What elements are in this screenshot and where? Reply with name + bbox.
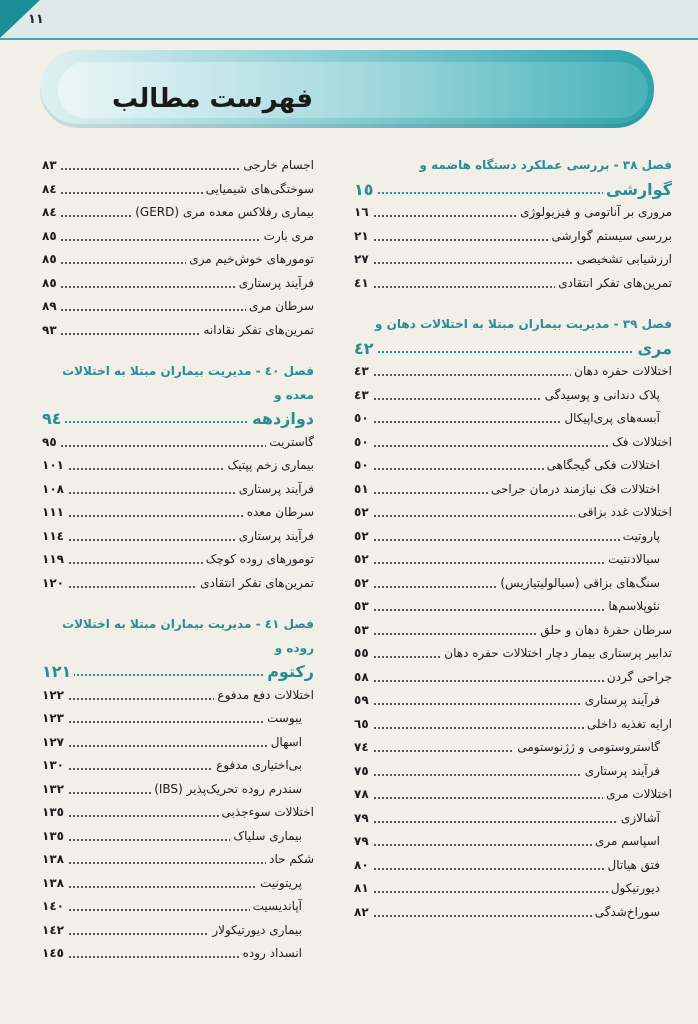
chapter-38-subtitle: گوارشی bbox=[603, 178, 672, 202]
toc-entry-page: ١٤٥ bbox=[42, 942, 67, 966]
toc-entry-page: ٨١ bbox=[354, 877, 372, 901]
chapter-39-title-line2[interactable] bbox=[354, 337, 672, 361]
toc-entry[interactable] bbox=[42, 295, 314, 319]
toc-entry-page: ١٤٢ bbox=[42, 919, 67, 943]
toc-entry-page: ١٢٣ bbox=[42, 707, 67, 731]
chapter-41-title[interactable]: فصل ٤١ - مدیریت بیماران مبتلا به اختلالات روده و bbox=[62, 617, 314, 655]
toc-entry[interactable] bbox=[354, 431, 672, 455]
toc-entry[interactable] bbox=[354, 642, 672, 666]
toc-entry[interactable] bbox=[42, 778, 314, 802]
toc-entry-title: گاستریت bbox=[266, 431, 314, 455]
toc-entry-title: جراحی گردن bbox=[604, 666, 672, 690]
toc-right-column bbox=[354, 148, 672, 924]
toc-entry[interactable] bbox=[354, 830, 672, 854]
toc-entry-title: تمرین‌های تفکر نقادانه bbox=[200, 319, 314, 343]
toc-entry[interactable] bbox=[42, 872, 314, 896]
toc-entry-title: دیورتیکول bbox=[608, 877, 672, 901]
toc-entry-page: ٩٥ bbox=[42, 431, 60, 455]
toc-entry[interactable] bbox=[42, 684, 314, 708]
toc-entry-title: بیماری سلیاک bbox=[230, 825, 314, 849]
toc-entry[interactable] bbox=[42, 201, 314, 225]
toc-entry-title: اسهال bbox=[268, 731, 314, 755]
toc-entry-title: گاستروستومی و ژژنوستومی bbox=[514, 736, 672, 760]
toc-entry-title: فتق هیاتال bbox=[605, 854, 673, 878]
toc-entry[interactable] bbox=[42, 478, 314, 502]
toc-entry[interactable] bbox=[42, 248, 314, 272]
toc-entry[interactable] bbox=[354, 572, 672, 596]
toc-entry-title: سوراخ‌شدگی bbox=[592, 901, 672, 925]
toc-entry-page: ٦٥ bbox=[354, 713, 372, 737]
chapter-41 bbox=[42, 613, 314, 966]
toc-entry[interactable] bbox=[354, 854, 672, 878]
toc-entry[interactable] bbox=[354, 384, 672, 408]
toc-entry-page: ٧٨ bbox=[354, 783, 372, 807]
toc-entry-page: ٥٢ bbox=[354, 548, 372, 572]
toc-entry[interactable] bbox=[354, 501, 672, 525]
toc-entry-title: پریتونیت bbox=[257, 872, 314, 896]
toc-entry-page: ١٠٨ bbox=[42, 478, 67, 502]
chapter-40-subtitle: دوازدهه bbox=[249, 407, 314, 431]
toc-entry-page: ٧٩ bbox=[354, 830, 372, 854]
chapter-39-subtitle: مری bbox=[634, 337, 672, 361]
toc-entry-page: ٧٤ bbox=[354, 736, 372, 760]
toc-entry[interactable] bbox=[354, 783, 672, 807]
toc-entry-page: ١٤٠ bbox=[42, 895, 67, 919]
toc-entry-title: سرطان مری bbox=[246, 295, 314, 319]
toc-entry-title: تومورهای خوش‌خیم مری bbox=[186, 248, 314, 272]
page-number: ١١ bbox=[28, 12, 44, 27]
toc-entry[interactable] bbox=[42, 548, 314, 572]
toc-entry[interactable] bbox=[354, 689, 672, 713]
chapter-40-page: ٩٤ bbox=[42, 407, 65, 431]
toc-entry-title: اختلالات دفع مدفوع bbox=[214, 684, 314, 708]
toc-entry-title: ارزشیابی تشخیصی bbox=[574, 248, 672, 272]
toc-entry[interactable] bbox=[42, 501, 314, 525]
toc-entry-title: انسداد روده bbox=[240, 942, 314, 966]
chapter-41-page: ١٢١ bbox=[42, 660, 74, 684]
toc-entry-title: بیماری رفلاکس معده مری (GERD) bbox=[132, 201, 314, 225]
toc-entry-page: ١٣٥ bbox=[42, 801, 67, 825]
toc-entry-title: سرطان معده bbox=[244, 501, 314, 525]
toc-entry[interactable] bbox=[354, 713, 672, 737]
toc-entry[interactable] bbox=[42, 431, 314, 455]
toc-entry-page: ٨٠ bbox=[354, 854, 372, 878]
toc-entry-title: اختلالات فک نیازمند درمان جراحی bbox=[488, 478, 672, 502]
toc-entry-page: ١٢٧ bbox=[42, 731, 67, 755]
toc-entry-page: ٥٣ bbox=[354, 619, 372, 643]
toc-entry-title: فرآیند پرستاری bbox=[236, 478, 314, 502]
toc-entry-title: فرآیند پرستاری bbox=[236, 272, 314, 296]
toc-entry-title: بیماری زخم پپتیک bbox=[224, 454, 314, 478]
toc-entry-title: پاروتیت bbox=[620, 525, 672, 549]
toc-entry-page: ١٦ bbox=[354, 201, 372, 225]
toc-entry[interactable] bbox=[42, 525, 314, 549]
toc-entry-title: آشالازی bbox=[618, 807, 672, 831]
toc-entry-title: اختلالات حفره دهان bbox=[571, 360, 672, 384]
toc-entry-page: ٥٢ bbox=[354, 525, 372, 549]
toc-entry[interactable] bbox=[354, 454, 672, 478]
toc-entry[interactable] bbox=[354, 901, 672, 925]
toc-entry-title: اجسام خارجی bbox=[240, 154, 314, 178]
toc-entry[interactable] bbox=[354, 407, 672, 431]
toc-entry[interactable] bbox=[42, 754, 314, 778]
toc-entry[interactable] bbox=[354, 360, 672, 384]
toc-entry-page: ١٣٠ bbox=[42, 754, 67, 778]
toc-entry[interactable] bbox=[42, 154, 314, 178]
toc-entry[interactable] bbox=[354, 619, 672, 643]
toc-entry-page: ٩٣ bbox=[42, 319, 60, 343]
chapter-38-title[interactable]: فصل ٣٨ - بررسی عملکرد دستگاه هاضمه و bbox=[419, 158, 672, 172]
toc-entry-page: ١١٤ bbox=[42, 525, 67, 549]
toc-entry-page: ٥٠ bbox=[354, 454, 372, 478]
toc-entry-page: ١٣٥ bbox=[42, 825, 67, 849]
toc-entry-page: ٤١ bbox=[354, 272, 372, 296]
chapter-39-title[interactable]: فصل ٣٩ - مدیریت بیماران مبتلا به اختلالات دهان و bbox=[375, 317, 672, 331]
toc-entry-page: ١١٩ bbox=[42, 548, 67, 572]
toc-entry-title: بررسی سیستم گوارشی bbox=[548, 225, 672, 249]
toc-entry-page: ٥٥ bbox=[354, 642, 372, 666]
toc-entry[interactable] bbox=[42, 454, 314, 478]
toc-entry-page: ١٣٨ bbox=[42, 872, 67, 896]
toc-entry[interactable] bbox=[354, 272, 672, 296]
toc-entry-page: ١١١ bbox=[42, 501, 67, 525]
toc-entry-title: اسپاسم مری bbox=[592, 830, 672, 854]
toc-entry-page: ٥٠ bbox=[354, 407, 372, 431]
toc-entry-title: اختلالات غدد بزاقی bbox=[575, 501, 672, 525]
toc-entry-page: ٥٨ bbox=[354, 666, 372, 690]
chapter-38-title-line2[interactable] bbox=[354, 178, 672, 202]
toc-entry-page: ٨٤ bbox=[42, 201, 60, 225]
toc-entry-page: ١٢٢ bbox=[42, 684, 67, 708]
top-band bbox=[0, 0, 698, 40]
toc-entry[interactable] bbox=[42, 272, 314, 296]
toc-entry-title: سرطان حفرهٔ دهان و حلق bbox=[537, 619, 672, 643]
toc-entry-page: ٨٩ bbox=[42, 295, 60, 319]
toc-entry-title: سیالادنتیت bbox=[605, 548, 672, 572]
toc-entry-page: ٨٥ bbox=[42, 225, 60, 249]
toc-entry-title: فرآیند پرستاری bbox=[236, 525, 314, 549]
toc-entry-title: آبسه‌های پری‌اپیکال bbox=[561, 407, 672, 431]
toc-entry-page: ٥٣ bbox=[354, 595, 372, 619]
toc-entry-title: سوختگی‌های شیمیایی bbox=[203, 178, 314, 202]
chapter-40-entries bbox=[42, 431, 314, 596]
toc-entry-title: مری بارت bbox=[261, 225, 314, 249]
chapter-41-subtitle: رکتوم bbox=[264, 660, 314, 684]
toc-entry-page: ١٢٠ bbox=[42, 572, 67, 596]
toc-entry[interactable] bbox=[42, 572, 314, 596]
chapter-40-title[interactable]: فصل ٤٠ - مدیریت بیماران مبتلا به اختلالات معده و bbox=[62, 364, 314, 402]
toc-entry-page: ٤٣ bbox=[354, 360, 372, 384]
chapter-41-entries bbox=[42, 684, 314, 966]
toc-entry-page: ٢٧ bbox=[354, 248, 372, 272]
toc-entry-title: اختلالات سوءجذبی bbox=[219, 801, 314, 825]
toc-entry[interactable] bbox=[42, 225, 314, 249]
toc-entry-title: پلاک دندانی و پوسیدگی bbox=[542, 384, 672, 408]
toc-entry[interactable] bbox=[42, 801, 314, 825]
toc-entry-title: مروری بر آناتومی و فیزیولوژی bbox=[517, 201, 672, 225]
toc-entry-title: فرآیند پرستاری bbox=[582, 760, 672, 784]
toc-entry-title: اختلالات فکی گیجگاهی bbox=[544, 454, 672, 478]
toc-entry[interactable] bbox=[42, 707, 314, 731]
chapter-39-continued-entries bbox=[42, 154, 314, 342]
toc-entry[interactable] bbox=[354, 248, 672, 272]
toc-entry-title: بیماری دیورتیکولار bbox=[209, 919, 314, 943]
toc-entry[interactable] bbox=[354, 736, 672, 760]
toc-entry[interactable] bbox=[42, 895, 314, 919]
toc-entry-page: ٨٥ bbox=[42, 248, 60, 272]
toc-entry[interactable] bbox=[354, 548, 672, 572]
toc-entry-title: تدابیر پرستاری بیمار دچار اختلالات حفره دهان bbox=[441, 642, 672, 666]
toc-entry-page: ٥٩ bbox=[354, 689, 372, 713]
toc-entry-page: ٤٣ bbox=[354, 384, 372, 408]
toc-entry[interactable] bbox=[42, 178, 314, 202]
toc-entry-title: سندرم روده تحریک‌پذیر (IBS) bbox=[151, 778, 314, 802]
toc-entry[interactable] bbox=[354, 760, 672, 784]
toc-entry-page: ١٣٢ bbox=[42, 778, 67, 802]
toc-entry-page: ٥٢ bbox=[354, 501, 372, 525]
toc-entry-title: تمرین‌های تفکر انتقادی bbox=[197, 572, 314, 596]
toc-entry-page: ٨٥ bbox=[42, 272, 60, 296]
chapter-38-entries bbox=[354, 201, 672, 295]
toc-entry-title: فرآیند پرستاری bbox=[582, 689, 672, 713]
toc-entry[interactable] bbox=[42, 848, 314, 872]
toc-entry-title: ارایه تغذیه داخلی bbox=[584, 713, 672, 737]
toc-entry-page: ٥٢ bbox=[354, 572, 372, 596]
chapter-38 bbox=[354, 154, 672, 295]
toc-entry-page: ٨٣ bbox=[42, 154, 60, 178]
chapter-38-page: ١٥ bbox=[354, 178, 377, 202]
page-title: فهرست مطالب bbox=[112, 84, 313, 114]
toc-entry-page: ٨٢ bbox=[354, 901, 372, 925]
toc-entry[interactable] bbox=[42, 825, 314, 849]
toc-entry-title: شکم حاد bbox=[266, 848, 314, 872]
toc-entry-page: ٨٤ bbox=[42, 178, 60, 202]
toc-entry-page: ٥٠ bbox=[354, 431, 372, 455]
chapter-39-entries bbox=[354, 360, 672, 924]
toc-entry-title: سنگ‌های بزاقی (سیالولیتیازیس) bbox=[497, 572, 672, 596]
toc-entry[interactable] bbox=[42, 942, 314, 966]
chapter-40 bbox=[42, 360, 314, 595]
toc-entry[interactable] bbox=[354, 807, 672, 831]
toc-entry-page: ٧٩ bbox=[354, 807, 372, 831]
toc-entry-title: تومورهای روده کوچک bbox=[203, 548, 314, 572]
toc-entry-title: تمرین‌های تفکر انتقادی bbox=[555, 272, 672, 296]
chapter-41-title-line2[interactable] bbox=[42, 660, 314, 684]
toc-entry[interactable] bbox=[42, 919, 314, 943]
toc-entry-page: ٧٥ bbox=[354, 760, 372, 784]
toc-entry[interactable] bbox=[354, 225, 672, 249]
toc-entry[interactable] bbox=[354, 525, 672, 549]
toc-entry-page: ١٠١ bbox=[42, 454, 67, 478]
toc-entry-title: آپاندیسیت bbox=[250, 895, 314, 919]
chapter-40-title-line2[interactable] bbox=[42, 407, 314, 431]
toc-entry-page: ٢١ bbox=[354, 225, 372, 249]
toc-entry[interactable] bbox=[42, 319, 314, 343]
toc-entry-title: یبوست bbox=[264, 707, 314, 731]
toc-entry[interactable] bbox=[354, 666, 672, 690]
toc-entry[interactable] bbox=[354, 478, 672, 502]
chapter-39-continued bbox=[42, 154, 314, 342]
chapter-39-page: ٤٢ bbox=[354, 337, 377, 361]
chapter-39 bbox=[354, 313, 672, 924]
toc-left-column bbox=[42, 148, 314, 966]
toc-entry-title: بی‌اختیاری مدفوع bbox=[213, 754, 314, 778]
toc-entry[interactable] bbox=[354, 201, 672, 225]
toc-entry-page: ٥١ bbox=[354, 478, 372, 502]
toc-entry[interactable] bbox=[42, 731, 314, 755]
toc-entry[interactable] bbox=[354, 595, 672, 619]
leader-dots bbox=[354, 351, 672, 353]
toc-entry-title: اختلالات مری bbox=[603, 783, 672, 807]
toc-entry-title: نئوپلاسم‌ها bbox=[605, 595, 672, 619]
toc-entry-title: اختلالات فک bbox=[609, 431, 672, 455]
toc-entry-page: ١٣٨ bbox=[42, 848, 67, 872]
toc-entry[interactable] bbox=[354, 877, 672, 901]
